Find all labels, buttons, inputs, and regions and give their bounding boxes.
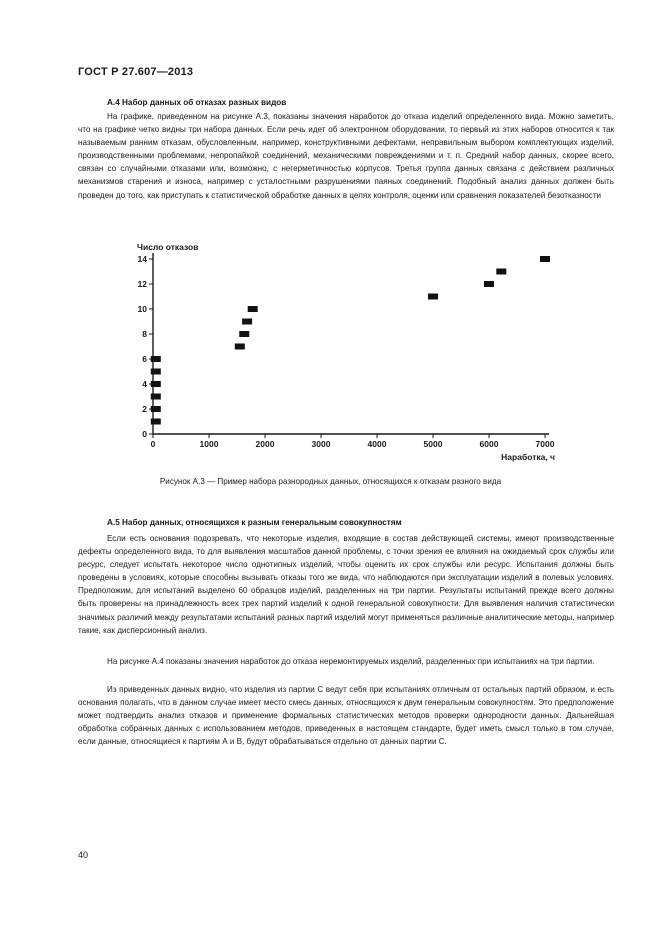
section-a5-title: А.5 Набор данных, относящихся к разным генеральным совокупностям (107, 518, 402, 527)
data-point (235, 344, 245, 350)
x-tick-label: 1000 (199, 439, 219, 449)
section-a4-paragraph: На графике, приведенном на рисунке А.3, показаны значения наработок до отказа изделий определенного вида. Можно заметить, что на графике четко видны три набора данных. Если речь идет об электронном оборудовании, то первый из этих наборов относится к так называемым ранним отказам, обусловленным, например, конструктивными дефектами, неправильным выбором комплектующих изделий, производственными проблемами, непропайкой соединений, механическими повреждениями и т. п. Средний набор данных, скорее всего, связан со случайными отказами или, возможно, с негерметичностью корпусов. Третья группа данных связана с действием различных механизмов старения и износа, например с усталостными разрушениями паяных соединений. Подобный анализ данных должен быть проведен до того, как приступать к статистической обработке данных в целях контроля, оценки или сравнения показателей безотказности (78, 112, 614, 200)
x-tick-label: 5000 (423, 439, 443, 449)
y-tick-label: 4 (142, 379, 147, 389)
section-a5-paragraph-3: Из приведенных данных видно, что изделия из партии С ведут себя при испытаниях отличным от остальных партий образом, и есть основания полагать, что в данном случае имеет место смесь данных, относящихся к двум генеральным совокупностям. Это предположение может подтвердить анализ отказов и применение формальных статистических методов проверки однородности данных. Дальнейшая обработка собранных данных с использованием методов, приведенных в настоящем стандарте, будет иметь смысл только в том случае, если данные, относящиеся к партиям А и В, будут обрабатываться отдельно от данных партии С. (78, 685, 614, 747)
y-tick-label: 8 (142, 329, 147, 339)
data-point (242, 319, 252, 325)
data-point (151, 356, 161, 362)
data-point (151, 381, 161, 387)
x-tick-label: 2000 (255, 439, 275, 449)
section-a5-paragraph-1: Если есть основания подозревать, что некоторые изделия, входящие в состав действующей системы, имеют производственные дефекты определенного вида, то для выявления масштабов данной проблемы, с точки зрения ее влияния на ожидаемый срок службы или ресурс, следует испытать некоторое число однотипных изделий, чтобы оценить их срок службы или ресурс. Испытания должны быть проведены в условиях, которые способны вызывать отказы того же вида, что наблюдаются при эксплуатации изделий в полевых условиях. Предположим, для испытаний выделено 60 образцов изделий, разделенных на три партии. Результаты испытаний прежде всего должны быть проверены на принадлежность всех трех партий изделий к одной генеральной совокупности. Для выявления наличия статистически значимых различий между результатами испытаний разных партий изделий могут применяться различные аналитические методы, например такие, как дисперсионный анализ. (78, 534, 614, 635)
x-tick-label: 0 (150, 439, 156, 449)
y-tick-label: 10 (137, 304, 147, 314)
y-tick-label: 12 (137, 279, 147, 289)
data-point (151, 369, 161, 375)
y-tick-label: 6 (142, 354, 147, 364)
y-tick-label: 0 (142, 429, 147, 439)
data-point (248, 306, 258, 312)
y-axis-label: Число отказов (137, 242, 199, 252)
x-tick-label: 3000 (311, 439, 331, 449)
data-point (428, 294, 438, 300)
x-tick-label: 6000 (479, 439, 499, 449)
standard-header: ГОСТ Р 27.607—2013 (78, 66, 194, 78)
data-point (151, 394, 161, 400)
x-axis-label: Наработка, ч (501, 452, 555, 462)
y-tick-label: 2 (142, 404, 147, 414)
page-number: 40 (78, 850, 89, 860)
section-a5-paragraph-2: На рисунке А.4 показаны значения наработок до отказа неремонтируемых изделий, разделенных при испытаниях на три партии. (107, 657, 595, 666)
data-point (484, 281, 494, 287)
data-point (151, 406, 161, 412)
figure-a3-caption: Рисунок А.3 — Пример набора разнородных данных, относящихся к отказам разного вида (159, 477, 502, 486)
data-point (540, 256, 550, 262)
section-a4-title: А.4 Набор данных об отказах разных видов (107, 98, 287, 107)
data-point (239, 331, 249, 337)
y-tick-label: 14 (137, 254, 147, 264)
data-point (151, 419, 161, 425)
data-point (496, 269, 506, 275)
x-tick-label: 4000 (367, 439, 387, 449)
x-tick-label: 7000 (535, 439, 555, 449)
